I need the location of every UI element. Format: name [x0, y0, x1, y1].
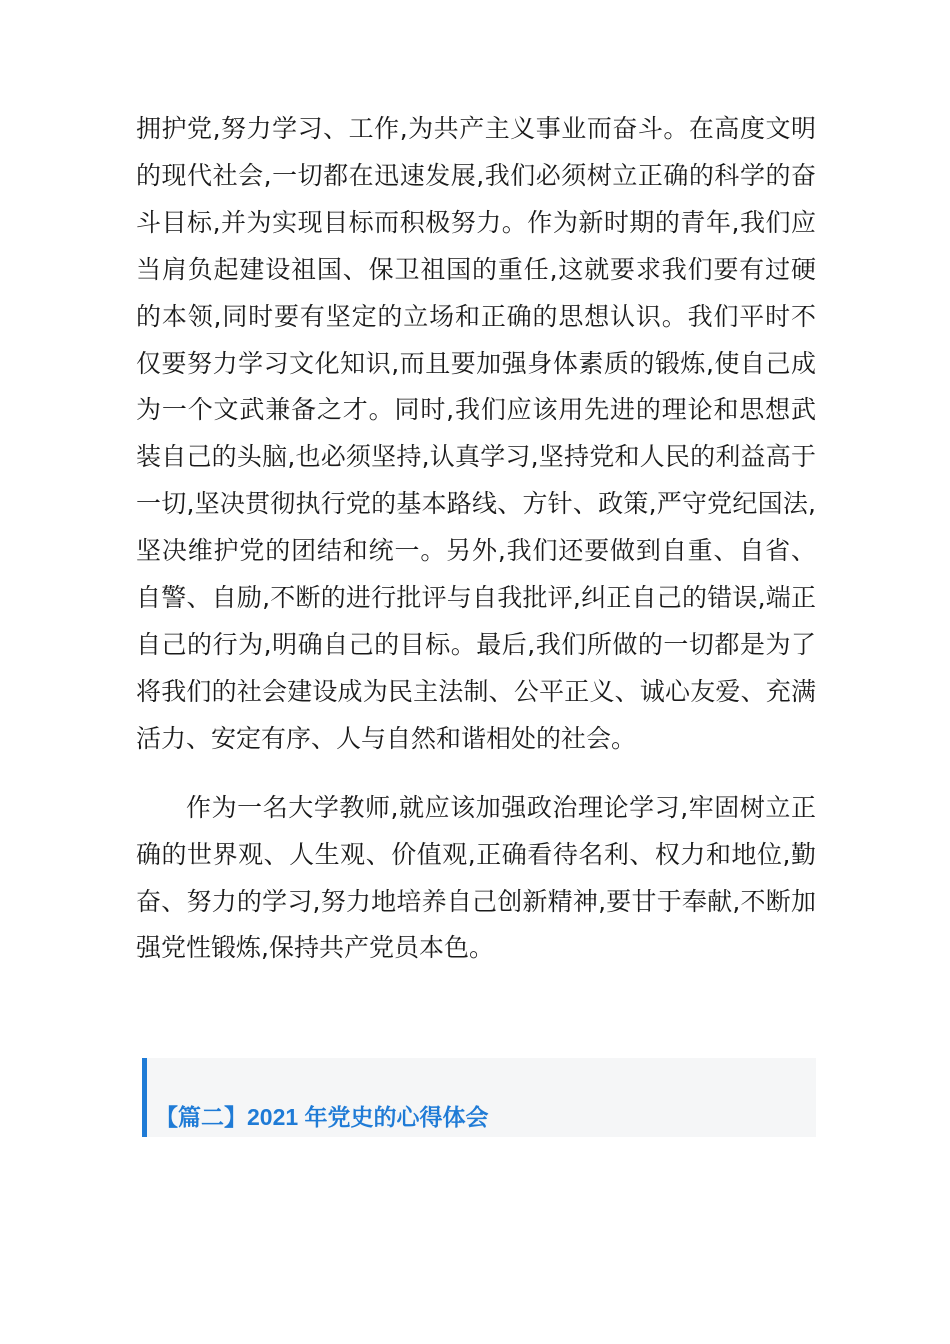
document-body	[136, 106, 816, 972]
body-paragraph: 拥护党,努力学习、工作,为共产主义事业而奋斗。在高度文明的现代社会,一切都在迅速发展,我们必须树立正确的科学的奋斗目标,并为实现目标而积极努力。作为新时期的青年,我们应当肩负起建设祖国、保卫祖国的重任,这就要求我们要有过硬的本领,同时要有坚定的立场和正确的思想认识。我们平时不仅要努力学习文化知识,而且要加强身体素质的锻炼,使自己成为一个文武兼备之才。同时,我们应该用先进的理论和思想武装自己的头脑,也必须坚持,认真学习,坚持党和人民的利益高于一切,坚决贯彻执行党的基本路线、方针、政策,严守党纪国法,坚决维护党的团结和统一。另外,我们还要做到自重、自省、自警、自励,不断的进行批评与自我批评,纠正自己的错误,端正自己的行为,明确自己的目标。最后,我们所做的一切都是为了将我们的社会建设成为民主法制、公平正义、诚心友爱、充满活力、安定有序、人与自然和谐相处的社会。	[136, 114, 816, 753]
section-heading-block	[142, 1058, 816, 1137]
section-heading: 【篇二】2021 年党史的心得体会	[155, 1104, 489, 1130]
body-paragraph: 作为一名大学教师,就应该加强政治理论学习,牢固树立正确的世界观、人生观、价值观,正确看待名利、权力和地位,勤奋、努力的学习,努力地培养自己创新精神,要甘于奉献,不断加强党性锻炼,保持共产党员本色。	[136, 792, 816, 963]
